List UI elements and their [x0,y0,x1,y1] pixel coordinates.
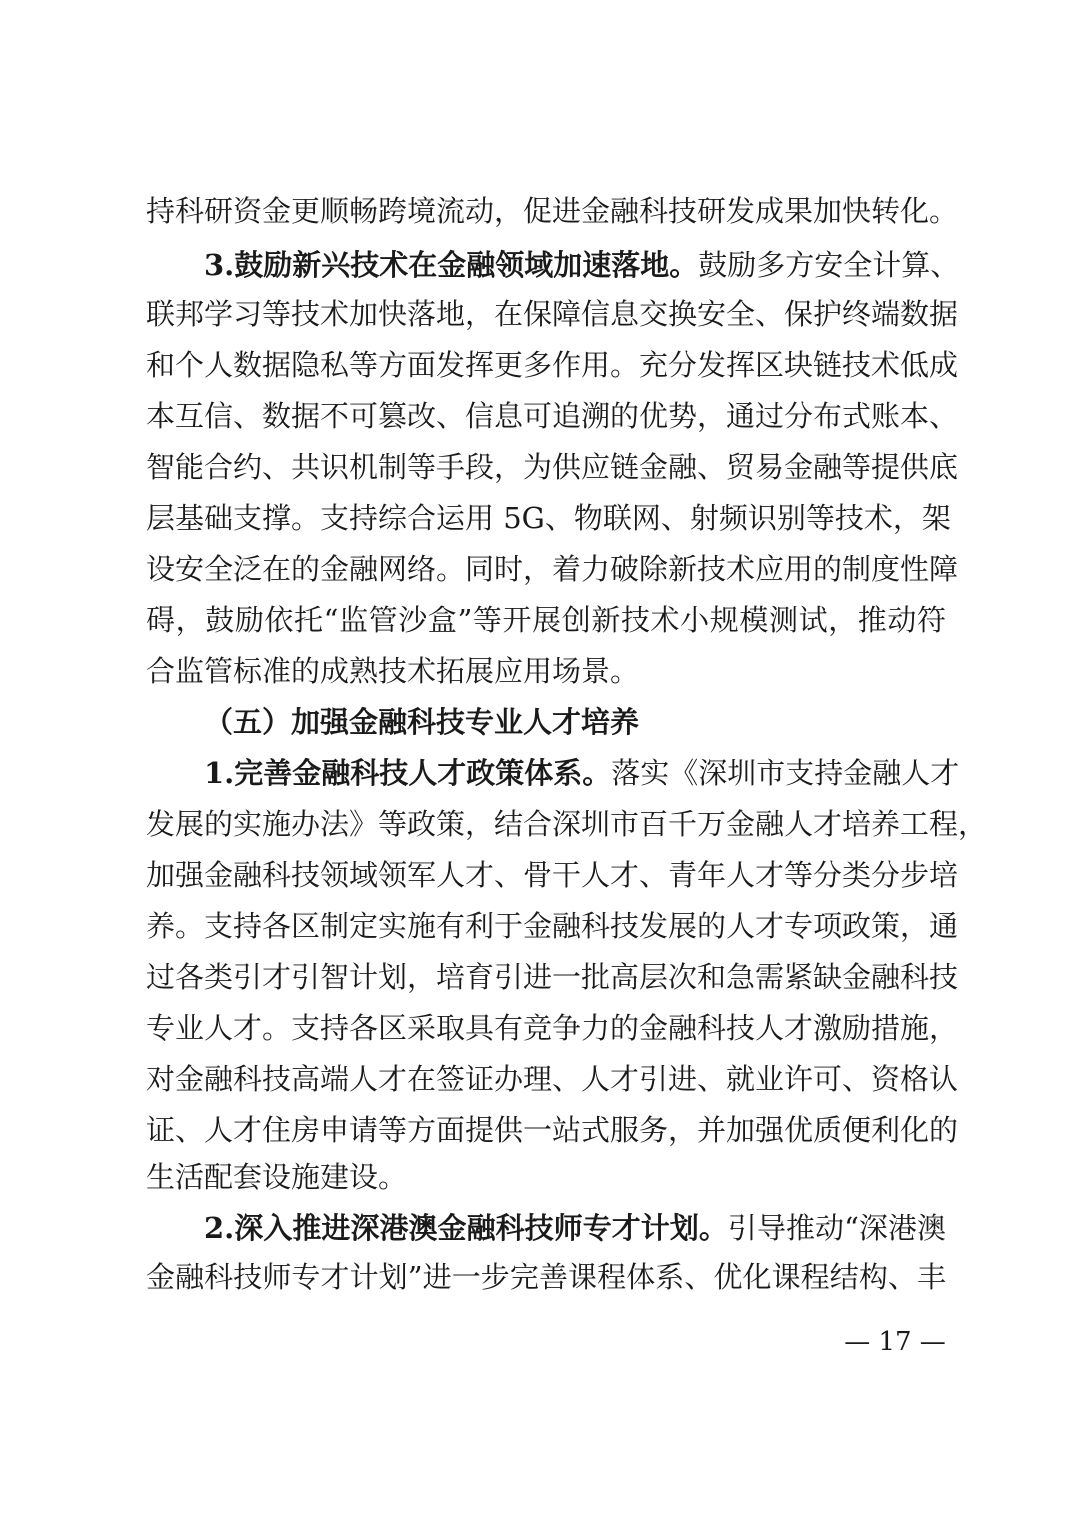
paragraph-line: 金融科技师专才计划”进一步完善课程体系、优化课程结构、丰 [146,1260,946,1294]
paragraph-line: 和个人数据隐私等方面发挥更多作用。充分发挥区块链技术低成 [146,348,959,382]
item-title: 2.深入推进深港澳金融科技师专才计划。 [204,1211,728,1245]
paragraph-line [204,238,960,292]
paragraph-line: 加强金融科技领域领军人才、骨干人才、青年人才等分类分步培 [146,858,959,892]
paragraph-line: 养。支持各区制定实施有利于金融科技发展的人才专项政策，通 [146,909,959,943]
paragraph-line: 持科研资金更顺畅跨境流动，促进金融科技研发成果加快转化。 [146,194,959,228]
paragraph-line [204,1201,946,1255]
item-text: 鼓励多方安全计算、 [698,248,960,282]
paragraph-line: 层基础支撑。支持综合运用 5G、物联网、射频识别等技术，架 [146,501,951,535]
paragraph-line [204,746,960,800]
item-text: 引导推动“深港澳 [727,1211,946,1245]
paragraph-line: 对金融科技高端人才在签证办理、人才引进、就业许可、资格认 [146,1062,959,1096]
paragraph-line: 本互信、数据不可篡改、信息可追溯的优势，通过分布式账本、 [146,399,959,433]
paragraph-line: 智能合约、共识机制等手段，为供应链金融、贸易金融等提供底 [146,450,959,484]
paragraph-line: 生活配套设施建设。 [146,1160,408,1194]
section-heading: （五）加强金融科技专业人才培养 [204,705,640,739]
item-title: 1.完善金融科技人才政策体系。 [204,756,612,790]
page-number: — 17 — [844,1327,946,1357]
paragraph-line: 设安全泛在的金融网络。同时，着力破除新技术应用的制度性障 [146,552,959,586]
item-title: 3.鼓励新兴技术在金融领域加速落地。 [204,248,699,282]
item-text: 落实《深圳市支持金融人才 [611,756,960,790]
paragraph-line: 过各类引才引智计划，培育引进一批高层次和急需紧缺金融科技 [146,960,959,994]
paragraph-line: 证、人才住房申请等方面提供一站式服务，并加强优质便利化的 [146,1113,959,1147]
paragraph-line: 合监管标准的成熟技术拓展应用场景。 [146,654,640,688]
paragraph-line: 碍，鼓励依托“监管沙盒”等开展创新技术小规模测试，推动符 [146,603,946,637]
paragraph-line: 发展的实施办法》等政策，结合深圳市百千万金融人才培养工程， [146,807,988,841]
paragraph-line: 专业人才。支持各区采取具有竞争力的金融科技人才激励措施， [146,1011,959,1045]
paragraph-line: 联邦学习等技术加快落地，在保障信息交换安全、保护终端数据 [146,297,959,331]
